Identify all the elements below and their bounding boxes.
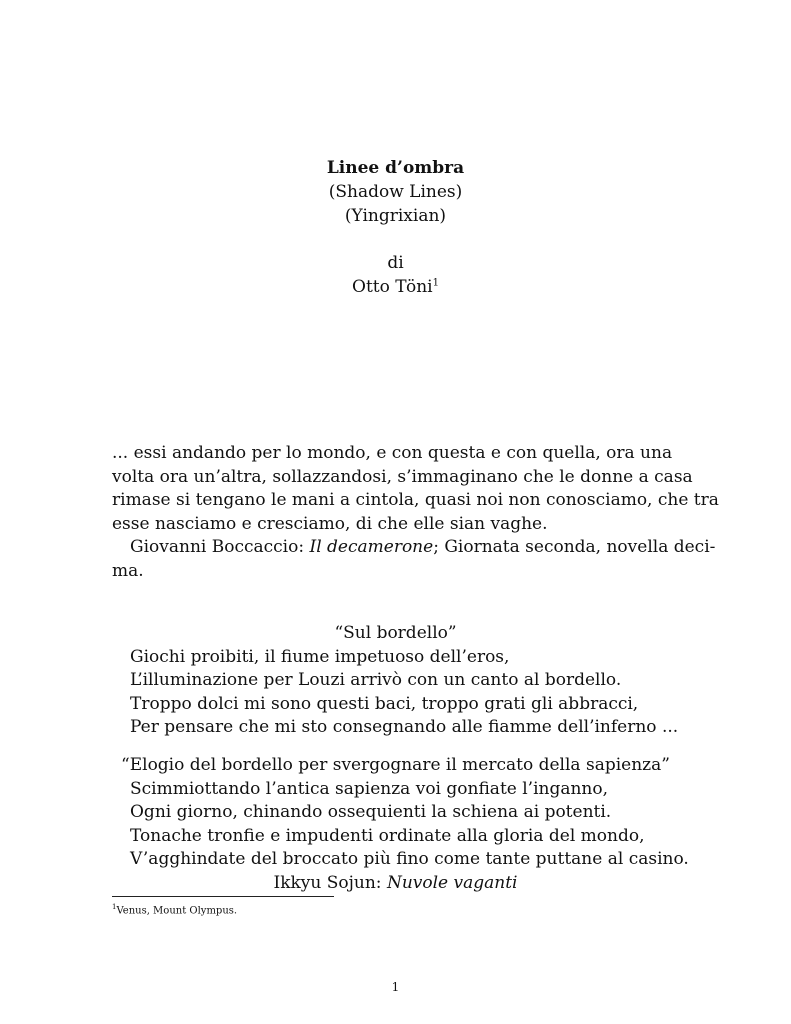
footnote-text: Venus, Mount Olympus.: [116, 905, 238, 917]
attribution-work: Nuvole vaganti: [386, 873, 518, 893]
epigraph-line: ... essi andando per lo mondo, e con questa e con quella, ora una: [112, 443, 673, 463]
epigraph-line: esse nasciamo e cresciamo, di che elle sian vaghe.: [112, 514, 548, 534]
epigraph-attribution-end: ma.: [112, 561, 144, 581]
poem2-attribution: [0, 871, 791, 895]
author-line: [0, 275, 791, 299]
author-name: Otto Töni: [352, 277, 433, 297]
poem2-line: V’agghindate del broccato più fino come tante puttane al casino.: [130, 849, 689, 869]
attribution-location: ; Giornata seconda, novella deci-: [433, 537, 716, 557]
subtitle-pinyin: (Yingrixian): [344, 206, 447, 226]
poem1-title: “Sul bordello”: [334, 623, 457, 643]
epigraph-line: rimase si tengano le mani a cintola, quasi noi non conosciamo, che tra: [112, 490, 719, 510]
epigraph-attribution: [130, 535, 716, 559]
attribution-author: Ikkyu Sojun:: [273, 873, 387, 893]
attribution-author: Giovanni Boccaccio:: [130, 537, 310, 557]
footnote-reference[interactable]: 1: [432, 277, 439, 289]
attribution-work: Il decamerone: [309, 537, 434, 557]
poem1-line: L’illuminazione per Louzi arrivò con un canto al bordello.: [130, 670, 622, 690]
by-label: di: [387, 253, 404, 273]
poem2-title: “Elogio del bordello per svergognare il mercato della sapienza”: [121, 755, 670, 775]
subtitle-english: (Shadow Lines): [328, 182, 463, 202]
epigraph-line: volta ora un’altra, sollazzandosi, s’immaginano che le donne a casa: [112, 467, 693, 487]
book-title: Linee d’ombra: [326, 158, 465, 178]
poem1-line: Troppo dolci mi sono questi baci, troppo grati gli abbracci,: [130, 694, 639, 714]
footnote-rule: [112, 896, 334, 897]
footnote: [112, 900, 237, 918]
poem2-line: Ogni giorno, chinando ossequienti la schiena ai potenti.: [130, 802, 612, 822]
poem2-line: Scimmiottando l’antica sapienza voi gonfiate l’inganno,: [130, 779, 609, 799]
footnote-marker: 1: [112, 903, 117, 911]
poem1-line: Giochi proibiti, il fiume impetuoso dell’eros,: [130, 647, 510, 667]
page-number: 1: [391, 980, 400, 994]
poem2-line: Tonache tronfie e impudenti ordinate alla gloria del mondo,: [130, 826, 645, 846]
poem1-line: Per pensare che mi sto consegnando alle fiamme dell’inferno ...: [130, 717, 679, 737]
